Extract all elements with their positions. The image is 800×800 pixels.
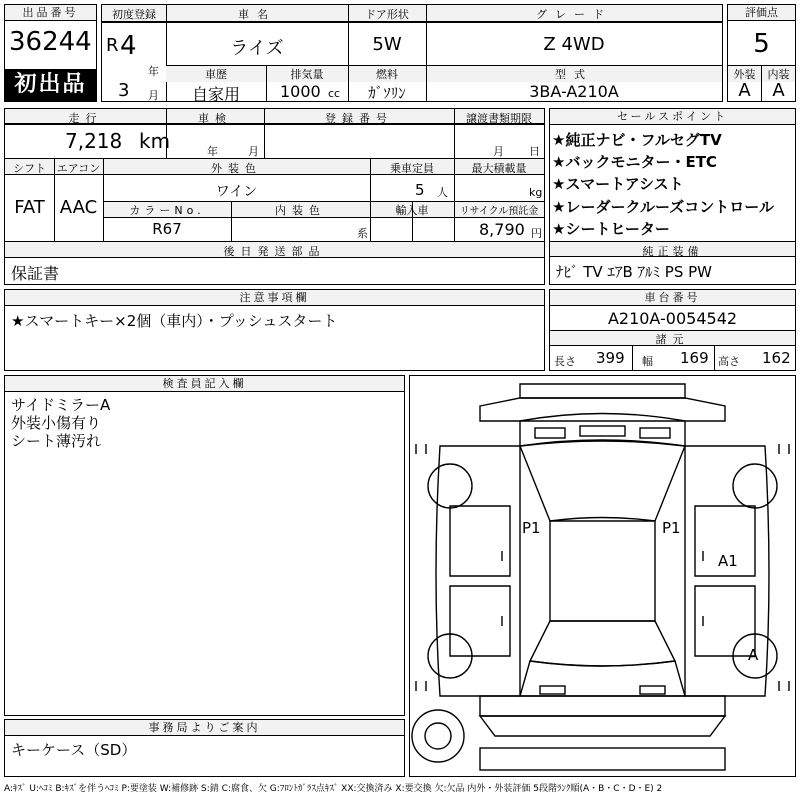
transfer-month-unit: 月	[493, 145, 504, 158]
int-color-label: 内装色	[275, 204, 326, 217]
history: 自家用	[191, 85, 240, 104]
width-label: 幅	[642, 355, 653, 368]
lot-number-box	[4, 4, 97, 102]
grade-label: グレード	[536, 8, 612, 21]
mileage-unit: km	[139, 129, 171, 153]
color-no: R67	[152, 220, 182, 238]
capacity: 5	[415, 181, 425, 199]
year-unit: 年	[148, 65, 159, 78]
car-name: ライズ	[230, 38, 284, 59]
vehicle-info-box	[101, 4, 723, 102]
later-parts: 保証書	[11, 264, 60, 283]
int-color-suffix: 系	[357, 227, 368, 240]
plate-label: 登録番号	[325, 112, 393, 125]
transfer-day-unit: 日	[529, 145, 540, 158]
chassis-label: 車台番号	[550, 290, 795, 306]
equipment: ﾅﾋﾞ TV ｴｱB ｱﾙﾐ PS PW	[556, 263, 712, 281]
damage-diagram-box	[409, 375, 796, 777]
ac-label: エアコン	[56, 162, 101, 175]
dims-label: 諸元	[655, 333, 690, 346]
inspector-box	[4, 375, 405, 716]
sales-point-2: ★バックモニター・ETC	[552, 153, 717, 171]
exterior-grade: A	[738, 80, 751, 101]
footer-legend: A:ｷｽﾞ U:ﾍｺﾐ B:ｷｽﾞを伴うﾍｺﾐ P:要塗装 W:補修跡 S:錆 C:腐食、欠 G:ﾌﾛﾝﾄｶﾞﾗｽ点ｷｽﾞ XX:交換済み X:要交換 欠:欠品 内外・外装評価 5段階ﾗﾝｸ順(A・B・C・D・E) 2	[4, 784, 663, 794]
shift: FAT	[14, 197, 45, 218]
damage-mark-a1: A1	[718, 552, 738, 570]
capacity-label: 乗車定員	[390, 162, 434, 175]
sales-point-1: ★純正ナビ・フルセグTV	[552, 131, 722, 149]
load-unit: kg	[529, 186, 543, 199]
shift-label: シフト	[13, 162, 46, 175]
damage-mark-p1-right: P1	[662, 519, 681, 537]
reg-year: 4	[120, 31, 137, 61]
ext-color: ワイン	[215, 184, 258, 200]
grade: Z 4WD	[543, 34, 605, 55]
sales-points-label: セールスポイント	[550, 109, 795, 125]
office-text: キーケース（SD）	[11, 741, 137, 759]
inspection-year-unit: 年	[207, 145, 218, 158]
fuel-label: 燃料	[348, 66, 426, 82]
model-label: 型式	[426, 66, 722, 82]
color-no-label: カラーNo.	[129, 204, 205, 217]
later-parts-label: 後日発送部品	[223, 245, 326, 258]
details-box	[4, 108, 545, 285]
lot-number: 36244	[9, 27, 92, 57]
mileage-label: 走行	[68, 112, 103, 125]
displacement-label: 排気量	[266, 66, 348, 82]
office-box	[4, 719, 405, 777]
load-label: 最大積載量	[471, 162, 527, 175]
inspector-line-3: シート薄汚れ	[11, 432, 102, 450]
import-label: 輸入車	[395, 204, 429, 217]
sales-points-box	[549, 108, 796, 285]
length-label: 長さ	[554, 355, 576, 368]
ext-color-label: 外装色	[211, 162, 262, 175]
fuel: ｶﾞｿﾘﾝ	[368, 84, 406, 102]
chassis-box	[549, 289, 796, 371]
era-letter: R	[106, 35, 119, 56]
inspector-line-2: 外装小傷有り	[11, 414, 102, 432]
door-type: 5W	[372, 34, 402, 55]
notes-label: 注意事項欄	[5, 290, 544, 306]
displacement: 1000	[280, 82, 321, 101]
interior-label: 内装	[762, 66, 795, 82]
lot-number-label: 出品番号	[5, 5, 96, 21]
inspection-month-unit: 月	[248, 145, 259, 158]
chassis-number: A210A-0054542	[607, 309, 738, 328]
history-label: 車歴	[166, 66, 266, 82]
width: 169	[680, 349, 709, 367]
length: 399	[596, 349, 625, 367]
reg-month: 3	[118, 80, 130, 101]
mileage: 7,218	[65, 129, 123, 153]
sales-point-4: ★レーダークルーズコントロール	[552, 198, 774, 216]
displacement-unit: cc	[328, 87, 341, 100]
first-reg-label: 初度登録	[112, 8, 156, 21]
damage-mark-a-circle: A	[748, 646, 759, 664]
sales-point-3: ★スマートアシスト	[552, 175, 684, 193]
office-label: 事務局よりご案内	[5, 720, 404, 736]
car-diagram	[410, 376, 795, 776]
capacity-unit: 人	[437, 186, 448, 199]
first-listing-badge: 初出品	[5, 69, 96, 101]
door-label: ドア形状	[365, 8, 409, 21]
recycle-unit: 円	[531, 227, 542, 240]
score-box	[727, 4, 796, 102]
interior-grade: A	[772, 80, 785, 101]
model: 3BA-A210A	[529, 82, 619, 101]
score-label: 評価点	[728, 5, 795, 21]
exterior-label: 外装	[728, 66, 761, 82]
inspection-label: 車検	[198, 112, 232, 125]
inspector-label: 検査員記入欄	[5, 376, 404, 392]
inspector-line-1: サイドミラーA	[11, 396, 111, 414]
ac: AAC	[59, 197, 98, 218]
equipment-label: 純正装備	[642, 245, 703, 258]
sales-point-5: ★シートヒーター	[552, 220, 670, 238]
transfer-label: 譲渡書類期限	[466, 112, 532, 125]
height-label: 高さ	[718, 355, 740, 368]
notes-text: ★スマートキー×2個（車内）・プッシュスタート	[11, 312, 338, 330]
recycle-label: リサイクル預託金	[459, 206, 539, 217]
month-unit: 月	[148, 89, 159, 102]
damage-mark-p1-left: P1	[522, 519, 541, 537]
height: 162	[762, 349, 791, 367]
score: 5	[753, 29, 770, 59]
notes-box	[4, 289, 545, 371]
recycle-amount: 8,790	[479, 220, 525, 239]
car-name-label: 車名	[238, 8, 276, 21]
